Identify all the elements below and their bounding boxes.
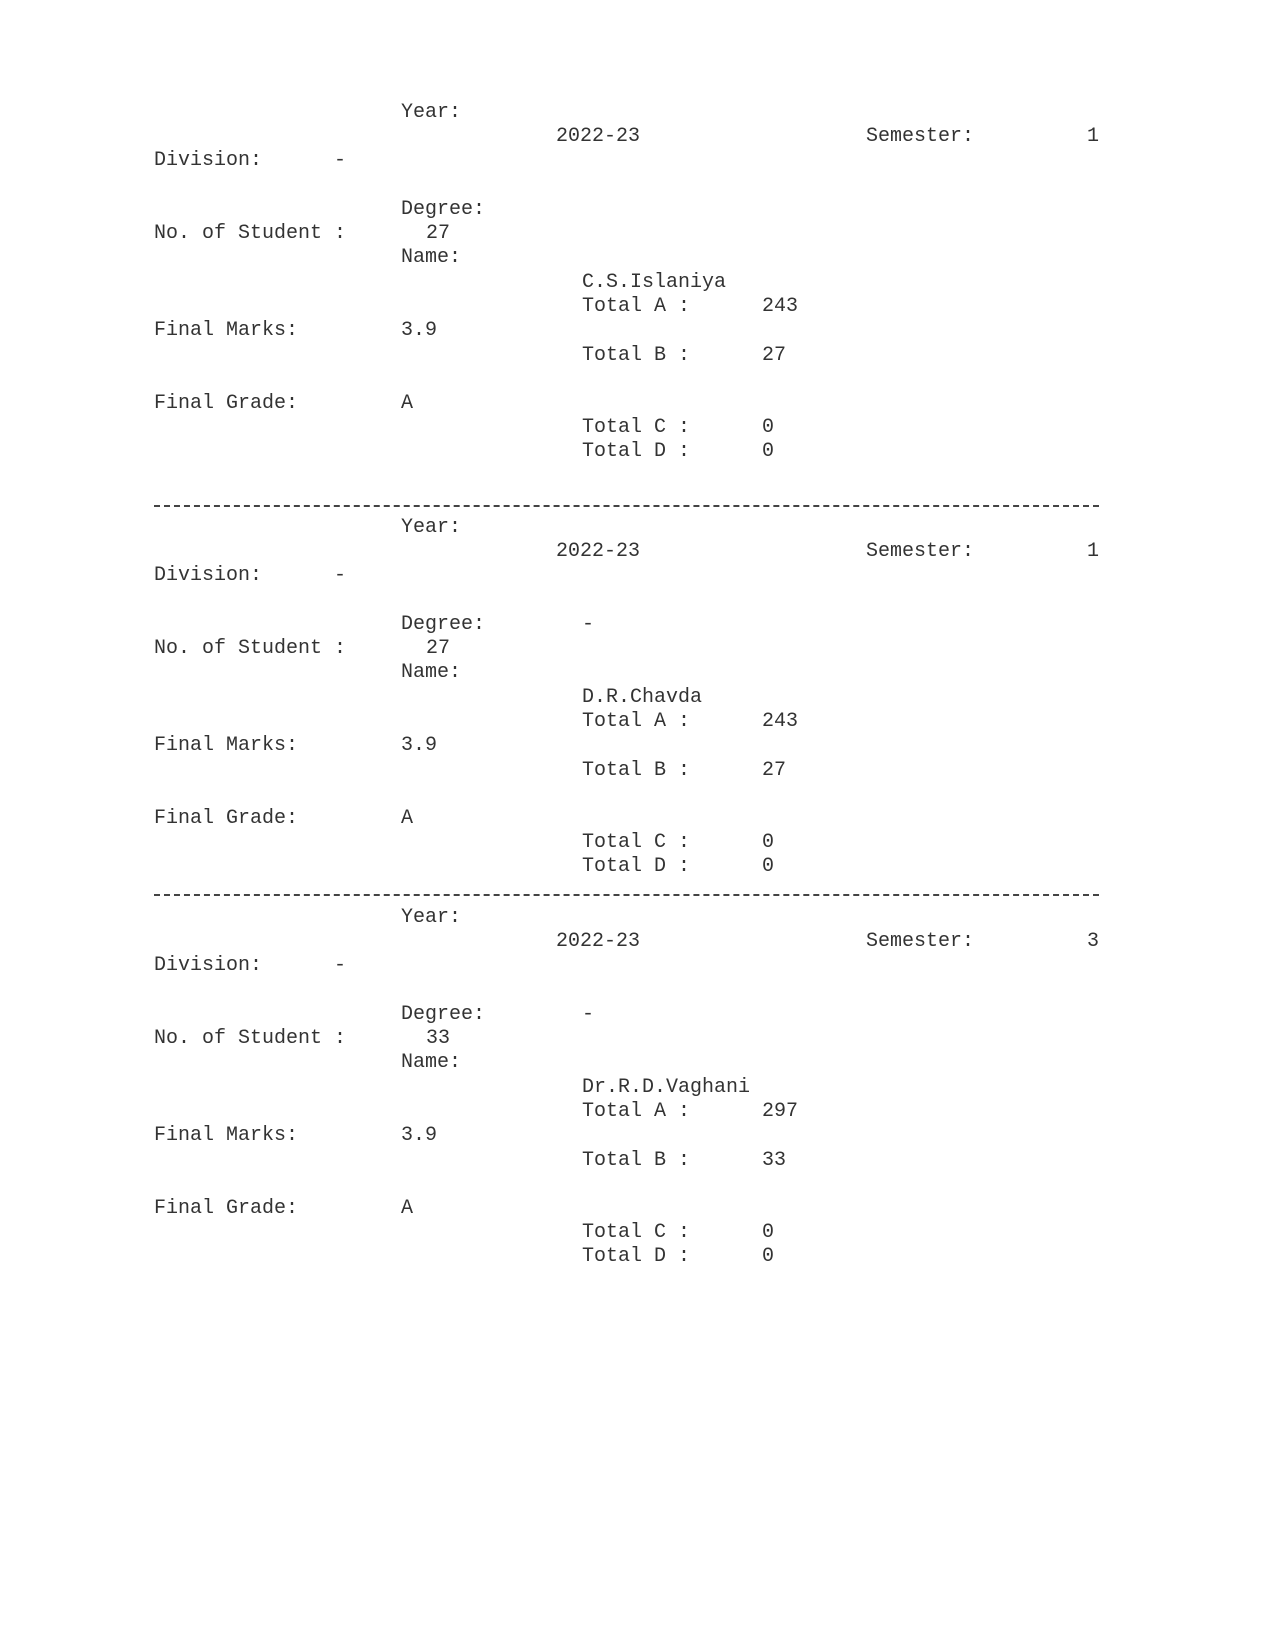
division-value: - bbox=[334, 954, 347, 977]
name-label: Name: bbox=[401, 661, 462, 684]
final-grade-value: A bbox=[401, 392, 414, 415]
final-grade-label: Final Grade: bbox=[154, 807, 299, 830]
degree-label: Degree: bbox=[401, 613, 486, 636]
name-value: C.S.Islaniya bbox=[582, 271, 727, 294]
year-value: 2022-23 bbox=[556, 125, 641, 148]
year-label: Year: bbox=[401, 101, 462, 124]
degree-value: - bbox=[582, 613, 595, 636]
record-divider bbox=[154, 894, 1099, 896]
total-d-value: 0 bbox=[762, 855, 775, 878]
record-3 bbox=[0, 907, 1275, 1307]
semester-label: Semester: bbox=[866, 540, 975, 563]
total-b-value: 27 bbox=[762, 759, 787, 782]
no-of-student-label: No. of Student : bbox=[154, 222, 347, 245]
total-a-value: 297 bbox=[762, 1100, 799, 1123]
name-value: Dr.R.D.Vaghani bbox=[582, 1076, 751, 1099]
total-b-value: 27 bbox=[762, 344, 787, 367]
name-value: D.R.Chavda bbox=[582, 686, 703, 709]
total-a-value: 243 bbox=[762, 295, 799, 318]
record-1 bbox=[0, 102, 1275, 502]
final-marks-value: 3.9 bbox=[401, 1124, 438, 1147]
total-b-label: Total B : bbox=[582, 344, 691, 367]
final-marks-label: Final Marks: bbox=[154, 1124, 299, 1147]
name-label: Name: bbox=[401, 1051, 462, 1074]
semester-value: 1 bbox=[1087, 540, 1100, 563]
year-label: Year: bbox=[401, 906, 462, 929]
final-grade-label: Final Grade: bbox=[154, 392, 299, 415]
record-divider bbox=[154, 505, 1099, 507]
final-marks-value: 3.9 bbox=[401, 319, 438, 342]
final-grade-label: Final Grade: bbox=[154, 1197, 299, 1220]
final-marks-value: 3.9 bbox=[401, 734, 438, 757]
division-value: - bbox=[334, 149, 347, 172]
degree-value: - bbox=[582, 1003, 595, 1026]
name-label: Name: bbox=[401, 246, 462, 269]
record-2 bbox=[0, 517, 1275, 917]
degree-label: Degree: bbox=[401, 198, 486, 221]
total-d-label: Total D : bbox=[582, 440, 691, 463]
semester-value: 1 bbox=[1087, 125, 1100, 148]
semester-label: Semester: bbox=[866, 125, 975, 148]
final-marks-label: Final Marks: bbox=[154, 734, 299, 757]
degree-label: Degree: bbox=[401, 1003, 486, 1026]
total-c-value: 0 bbox=[762, 831, 775, 854]
total-c-value: 0 bbox=[762, 1221, 775, 1244]
total-a-label: Total A : bbox=[582, 295, 691, 318]
semester-value: 3 bbox=[1087, 930, 1100, 953]
total-c-label: Total C : bbox=[582, 416, 691, 439]
total-c-label: Total C : bbox=[582, 1221, 691, 1244]
final-grade-value: A bbox=[401, 807, 414, 830]
semester-label: Semester: bbox=[866, 930, 975, 953]
division-label: Division: bbox=[154, 954, 263, 977]
total-d-value: 0 bbox=[762, 1245, 775, 1268]
division-label: Division: bbox=[154, 564, 263, 587]
total-d-label: Total D : bbox=[582, 855, 691, 878]
year-value: 2022-23 bbox=[556, 930, 641, 953]
division-value: - bbox=[334, 564, 347, 587]
total-c-value: 0 bbox=[762, 416, 775, 439]
total-a-label: Total A : bbox=[582, 710, 691, 733]
final-marks-label: Final Marks: bbox=[154, 319, 299, 342]
year-value: 2022-23 bbox=[556, 540, 641, 563]
total-d-value: 0 bbox=[762, 440, 775, 463]
division-label: Division: bbox=[154, 149, 263, 172]
total-c-label: Total C : bbox=[582, 831, 691, 854]
no-of-student-label: No. of Student : bbox=[154, 1027, 347, 1050]
total-b-label: Total B : bbox=[582, 1149, 691, 1172]
no-of-student-value: 27 bbox=[426, 637, 451, 660]
total-a-value: 243 bbox=[762, 710, 799, 733]
year-label: Year: bbox=[401, 516, 462, 539]
final-grade-value: A bbox=[401, 1197, 414, 1220]
no-of-student-value: 27 bbox=[426, 222, 451, 245]
no-of-student-value: 33 bbox=[426, 1027, 451, 1050]
total-b-value: 33 bbox=[762, 1149, 787, 1172]
total-a-label: Total A : bbox=[582, 1100, 691, 1123]
no-of-student-label: No. of Student : bbox=[154, 637, 347, 660]
total-d-label: Total D : bbox=[582, 1245, 691, 1268]
total-b-label: Total B : bbox=[582, 759, 691, 782]
